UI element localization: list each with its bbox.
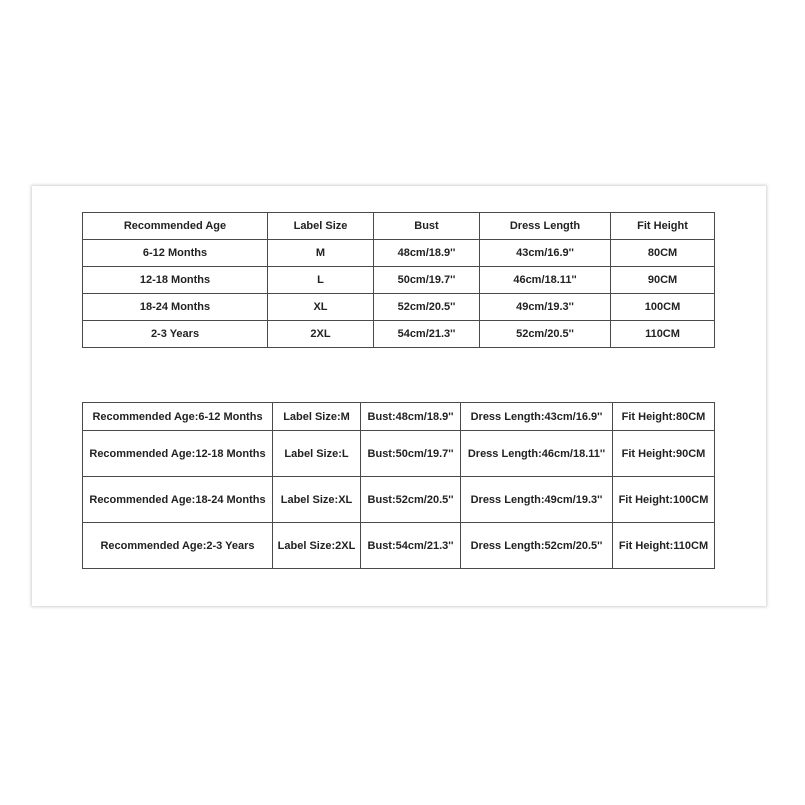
table-cell: Recommended Age:2-3 Years: [83, 523, 273, 569]
table-cell: 54cm/21.3'': [374, 321, 480, 348]
table-row: [83, 403, 715, 431]
table-cell: 49cm/19.3'': [480, 294, 611, 321]
header-bust: Bust: [374, 213, 480, 240]
table-cell: Bust:52cm/20.5'': [361, 477, 461, 523]
table-cell: Label Size:L: [273, 431, 361, 477]
table-row: [83, 294, 715, 321]
table-cell: Dress Length:52cm/20.5'': [461, 523, 613, 569]
table-cell: Bust:54cm/21.3'': [361, 523, 461, 569]
table-cell: 110CM: [611, 321, 715, 348]
table-cell: 50cm/19.7'': [374, 267, 480, 294]
table-row: [83, 431, 715, 477]
table-cell: M: [268, 240, 374, 267]
table-cell: 6-12 Months: [83, 240, 268, 267]
table-cell: 80CM: [611, 240, 715, 267]
table-cell: Recommended Age:18-24 Months: [83, 477, 273, 523]
table-cell: Bust:50cm/19.7'': [361, 431, 461, 477]
size-chart-table-inline: [82, 402, 715, 569]
table-cell: Recommended Age:6-12 Months: [83, 403, 273, 431]
table-cell: 18-24 Months: [83, 294, 268, 321]
table-cell: Dress Length:43cm/16.9'': [461, 403, 613, 431]
table-cell: XL: [268, 294, 374, 321]
table-cell: Label Size:M: [273, 403, 361, 431]
table-cell: Fit Height:80CM: [613, 403, 715, 431]
table-header-row: [83, 213, 715, 240]
size-chart-table: [82, 212, 715, 348]
table-cell: 100CM: [611, 294, 715, 321]
header-dress-length: Dress Length: [480, 213, 611, 240]
header-recommended-age: Recommended Age: [83, 213, 268, 240]
header-label-size: Label Size: [268, 213, 374, 240]
table-cell: Fit Height:90CM: [613, 431, 715, 477]
header-fit-height: Fit Height: [611, 213, 715, 240]
table-cell: 52cm/20.5'': [374, 294, 480, 321]
table-cell: 43cm/16.9'': [480, 240, 611, 267]
table-cell: L: [268, 267, 374, 294]
table-row: [83, 477, 715, 523]
table-row: [83, 267, 715, 294]
table-cell: 2-3 Years: [83, 321, 268, 348]
table-cell: Bust:48cm/18.9'': [361, 403, 461, 431]
table-cell: 2XL: [268, 321, 374, 348]
table-cell: 90CM: [611, 267, 715, 294]
table-cell: Recommended Age:12-18 Months: [83, 431, 273, 477]
table-cell: Fit Height:110CM: [613, 523, 715, 569]
table-cell: Label Size:XL: [273, 477, 361, 523]
table-cell: 48cm/18.9'': [374, 240, 480, 267]
table-cell: Dress Length:49cm/19.3'': [461, 477, 613, 523]
table-row: [83, 240, 715, 267]
table-cell: Fit Height:100CM: [613, 477, 715, 523]
table-row: [83, 523, 715, 569]
table-cell: Dress Length:46cm/18.11'': [461, 431, 613, 477]
table-cell: 12-18 Months: [83, 267, 268, 294]
table-cell: Label Size:2XL: [273, 523, 361, 569]
table-cell: 52cm/20.5'': [480, 321, 611, 348]
table-cell: 46cm/18.11'': [480, 267, 611, 294]
table-row: [83, 321, 715, 348]
